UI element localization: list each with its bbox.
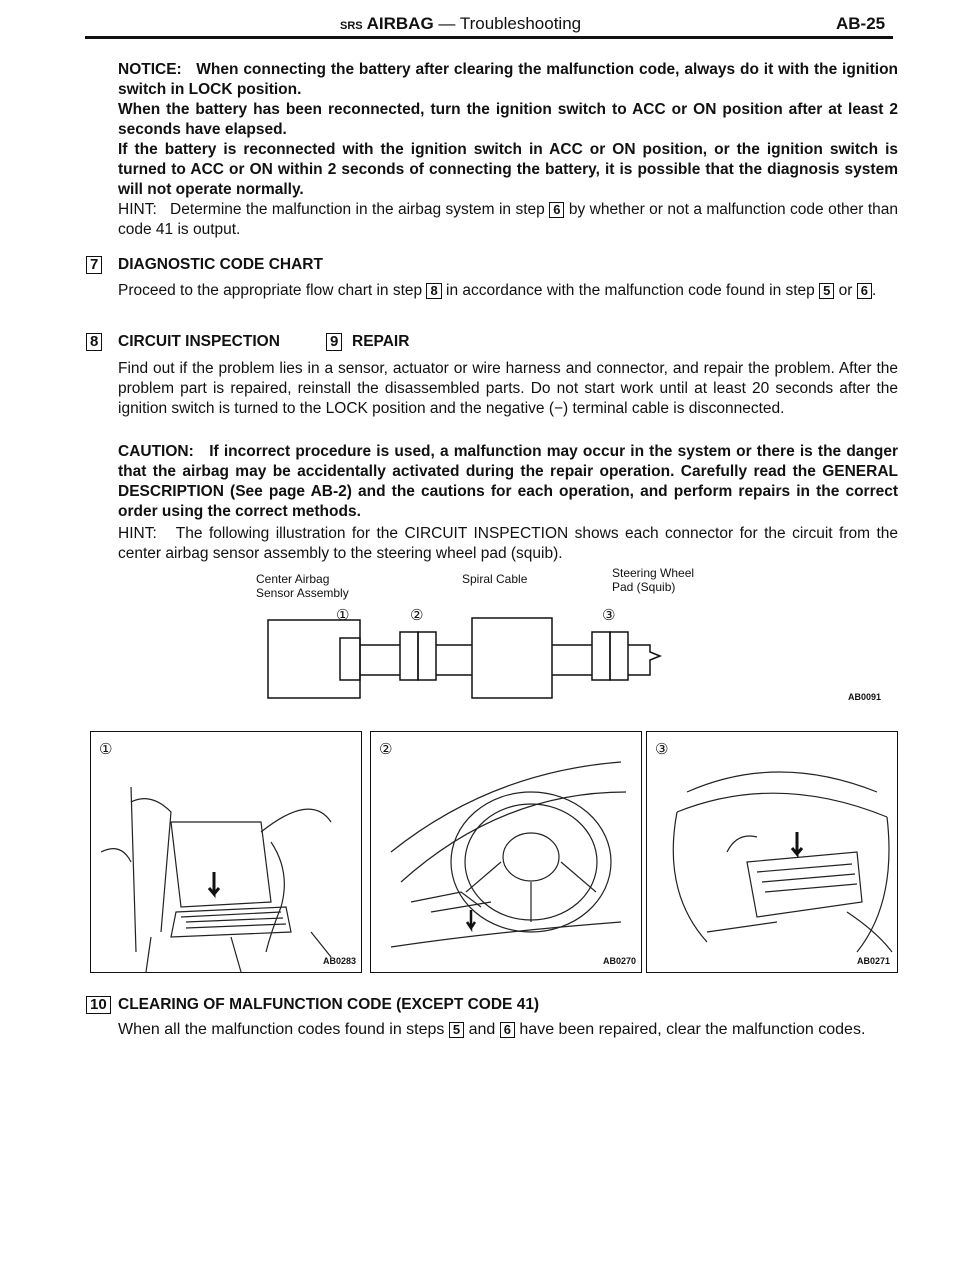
- step7-body: [118, 281, 898, 301]
- header-rule: [85, 36, 893, 39]
- step-number-9: 9: [326, 333, 342, 351]
- page-header-title: [340, 14, 581, 34]
- header-title: AIRBAG: [366, 14, 434, 33]
- photo1-marker: ①: [99, 740, 113, 758]
- photo3-id: AB0271: [857, 956, 891, 966]
- notice-line1: When connecting the battery after clearing the malfunction code, always do it with the ignition switch in LOCK position.: [118, 61, 899, 98]
- photo-steering-column-connector: [370, 731, 642, 973]
- step10-title: CLEARING OF MALFUNCTION CODE (EXCEPT CODE 41): [118, 996, 540, 1013]
- diagram-figure-id: AB0091: [848, 692, 882, 702]
- label-spiral-cable: Spiral Cable: [462, 572, 528, 586]
- sensor-assembly-box: [268, 620, 360, 698]
- header-srs: SRS: [340, 20, 363, 32]
- connector-1: [340, 638, 360, 680]
- hint1-label: HINT:: [118, 201, 157, 218]
- step7-text-b: in accordance with the malfunction code found in step: [446, 282, 815, 299]
- step10-body: [118, 1020, 898, 1040]
- notice-line3: If the battery is reconnected with the ignition switch in ACC or ON position, or the ignition switch is turned to ACC or ON within 2 seconds of connecting the battery, it is possible that the diagnosis system will not operate normally.: [118, 141, 898, 198]
- step8-body: Find out if the problem lies in a sensor, actuator or wire harness and connector, and repair the problem. After the problem part is repaired, reinstall the disassembled parts. Do not start work until at least 20 seconds after the ignition switch is turned to the LOCK position and the negative (−) terminal cable is disconnected.: [118, 360, 898, 417]
- steering-pad-illustration: [647, 732, 897, 972]
- photo2-id: AB0270: [603, 956, 637, 966]
- connector-2-right: [418, 632, 436, 680]
- step-number-8: 8: [86, 333, 102, 351]
- step-ref-6: 6: [549, 202, 564, 218]
- photo3-marker: ③: [655, 740, 669, 758]
- step-ref-8: 8: [426, 283, 441, 299]
- step10-text-b: have been repaired, clear the malfunction codes.: [519, 1021, 866, 1038]
- step9-title: REPAIR: [352, 333, 410, 350]
- hint-block-2: [118, 524, 898, 564]
- caution-text: If incorrect procedure is used, a malfunction may occur in the system or there is the danger that the airbag may be accidentally activated during the repair operation. Carefully read the GENERAL DESCRIPTION (See page AB-2) and the cautions for each operation, and perform repairs in the correct order using the correct methods.: [118, 443, 899, 520]
- notice-block: [118, 60, 898, 200]
- photo1-id: AB0283: [323, 956, 357, 966]
- sensor-connector-illustration: [91, 732, 361, 972]
- hint1-text-b: by whether or not a malfunction code other than code 41 is output.: [118, 201, 898, 238]
- step7-title: DIAGNOSTIC CODE CHART: [118, 256, 323, 273]
- header-subtitle: — Troubleshooting: [438, 14, 582, 33]
- circuit-diagram: [240, 600, 700, 700]
- step-ref-5: 5: [819, 283, 834, 299]
- step8-title: CIRCUIT INSPECTION: [118, 333, 280, 350]
- squib: [628, 645, 660, 675]
- step-number-10: 10: [86, 996, 111, 1014]
- step-number-7: 7: [86, 256, 102, 274]
- caution-block: [118, 442, 898, 522]
- hint2-label: HINT:: [118, 525, 157, 542]
- hint-block-1: [118, 200, 898, 240]
- diagram-connector-3-marker: ③: [602, 607, 616, 624]
- diagram-connector-1-marker: ①: [336, 607, 350, 624]
- hint2-text: The following illustration for the CIRCUIT INSPECTION shows each connector for the circuit from the center airbag sensor assembly to the steering wheel pad (squib).: [118, 525, 898, 562]
- step-ref-6c: 6: [500, 1022, 515, 1038]
- step10-text-a: When all the malfunction codes found in steps: [118, 1021, 445, 1038]
- step7-text-or: or: [838, 282, 853, 299]
- spiral-cable-box: [472, 618, 552, 698]
- hint1-text-a: Determine the malfunction in the airbag system in step: [170, 201, 545, 218]
- step-ref-5b: 5: [449, 1022, 464, 1038]
- connector-3-right: [610, 632, 628, 680]
- photo2-marker: ②: [379, 740, 393, 758]
- caution-label: CAUTION:: [118, 443, 194, 460]
- steering-column-illustration: [371, 732, 641, 972]
- connector-3-left: [592, 632, 610, 680]
- label-center-airbag-sensor: Center Airbag Sensor Assembly: [256, 572, 349, 600]
- step7-text-a: Proceed to the appropriate flow chart in step: [118, 282, 423, 299]
- step10-text-and: and: [468, 1021, 496, 1038]
- notice-line2: When the battery has been reconnected, turn the ignition switch to ACC or ON position after at least 2 seconds have elapsed.: [118, 101, 898, 138]
- photo-steering-pad-connector: [646, 731, 898, 973]
- notice-label: NOTICE:: [118, 61, 182, 78]
- diagram-connector-2-marker: ②: [410, 607, 424, 624]
- connector-2-left: [400, 632, 418, 680]
- step-ref-6b: 6: [857, 283, 872, 299]
- step7-text-end: .: [872, 282, 877, 299]
- page-number: AB-25: [836, 14, 886, 33]
- photo-sensor-connector: [90, 731, 362, 973]
- label-steering-wheel-pad: Steering Wheel Pad (Squib): [612, 566, 695, 594]
